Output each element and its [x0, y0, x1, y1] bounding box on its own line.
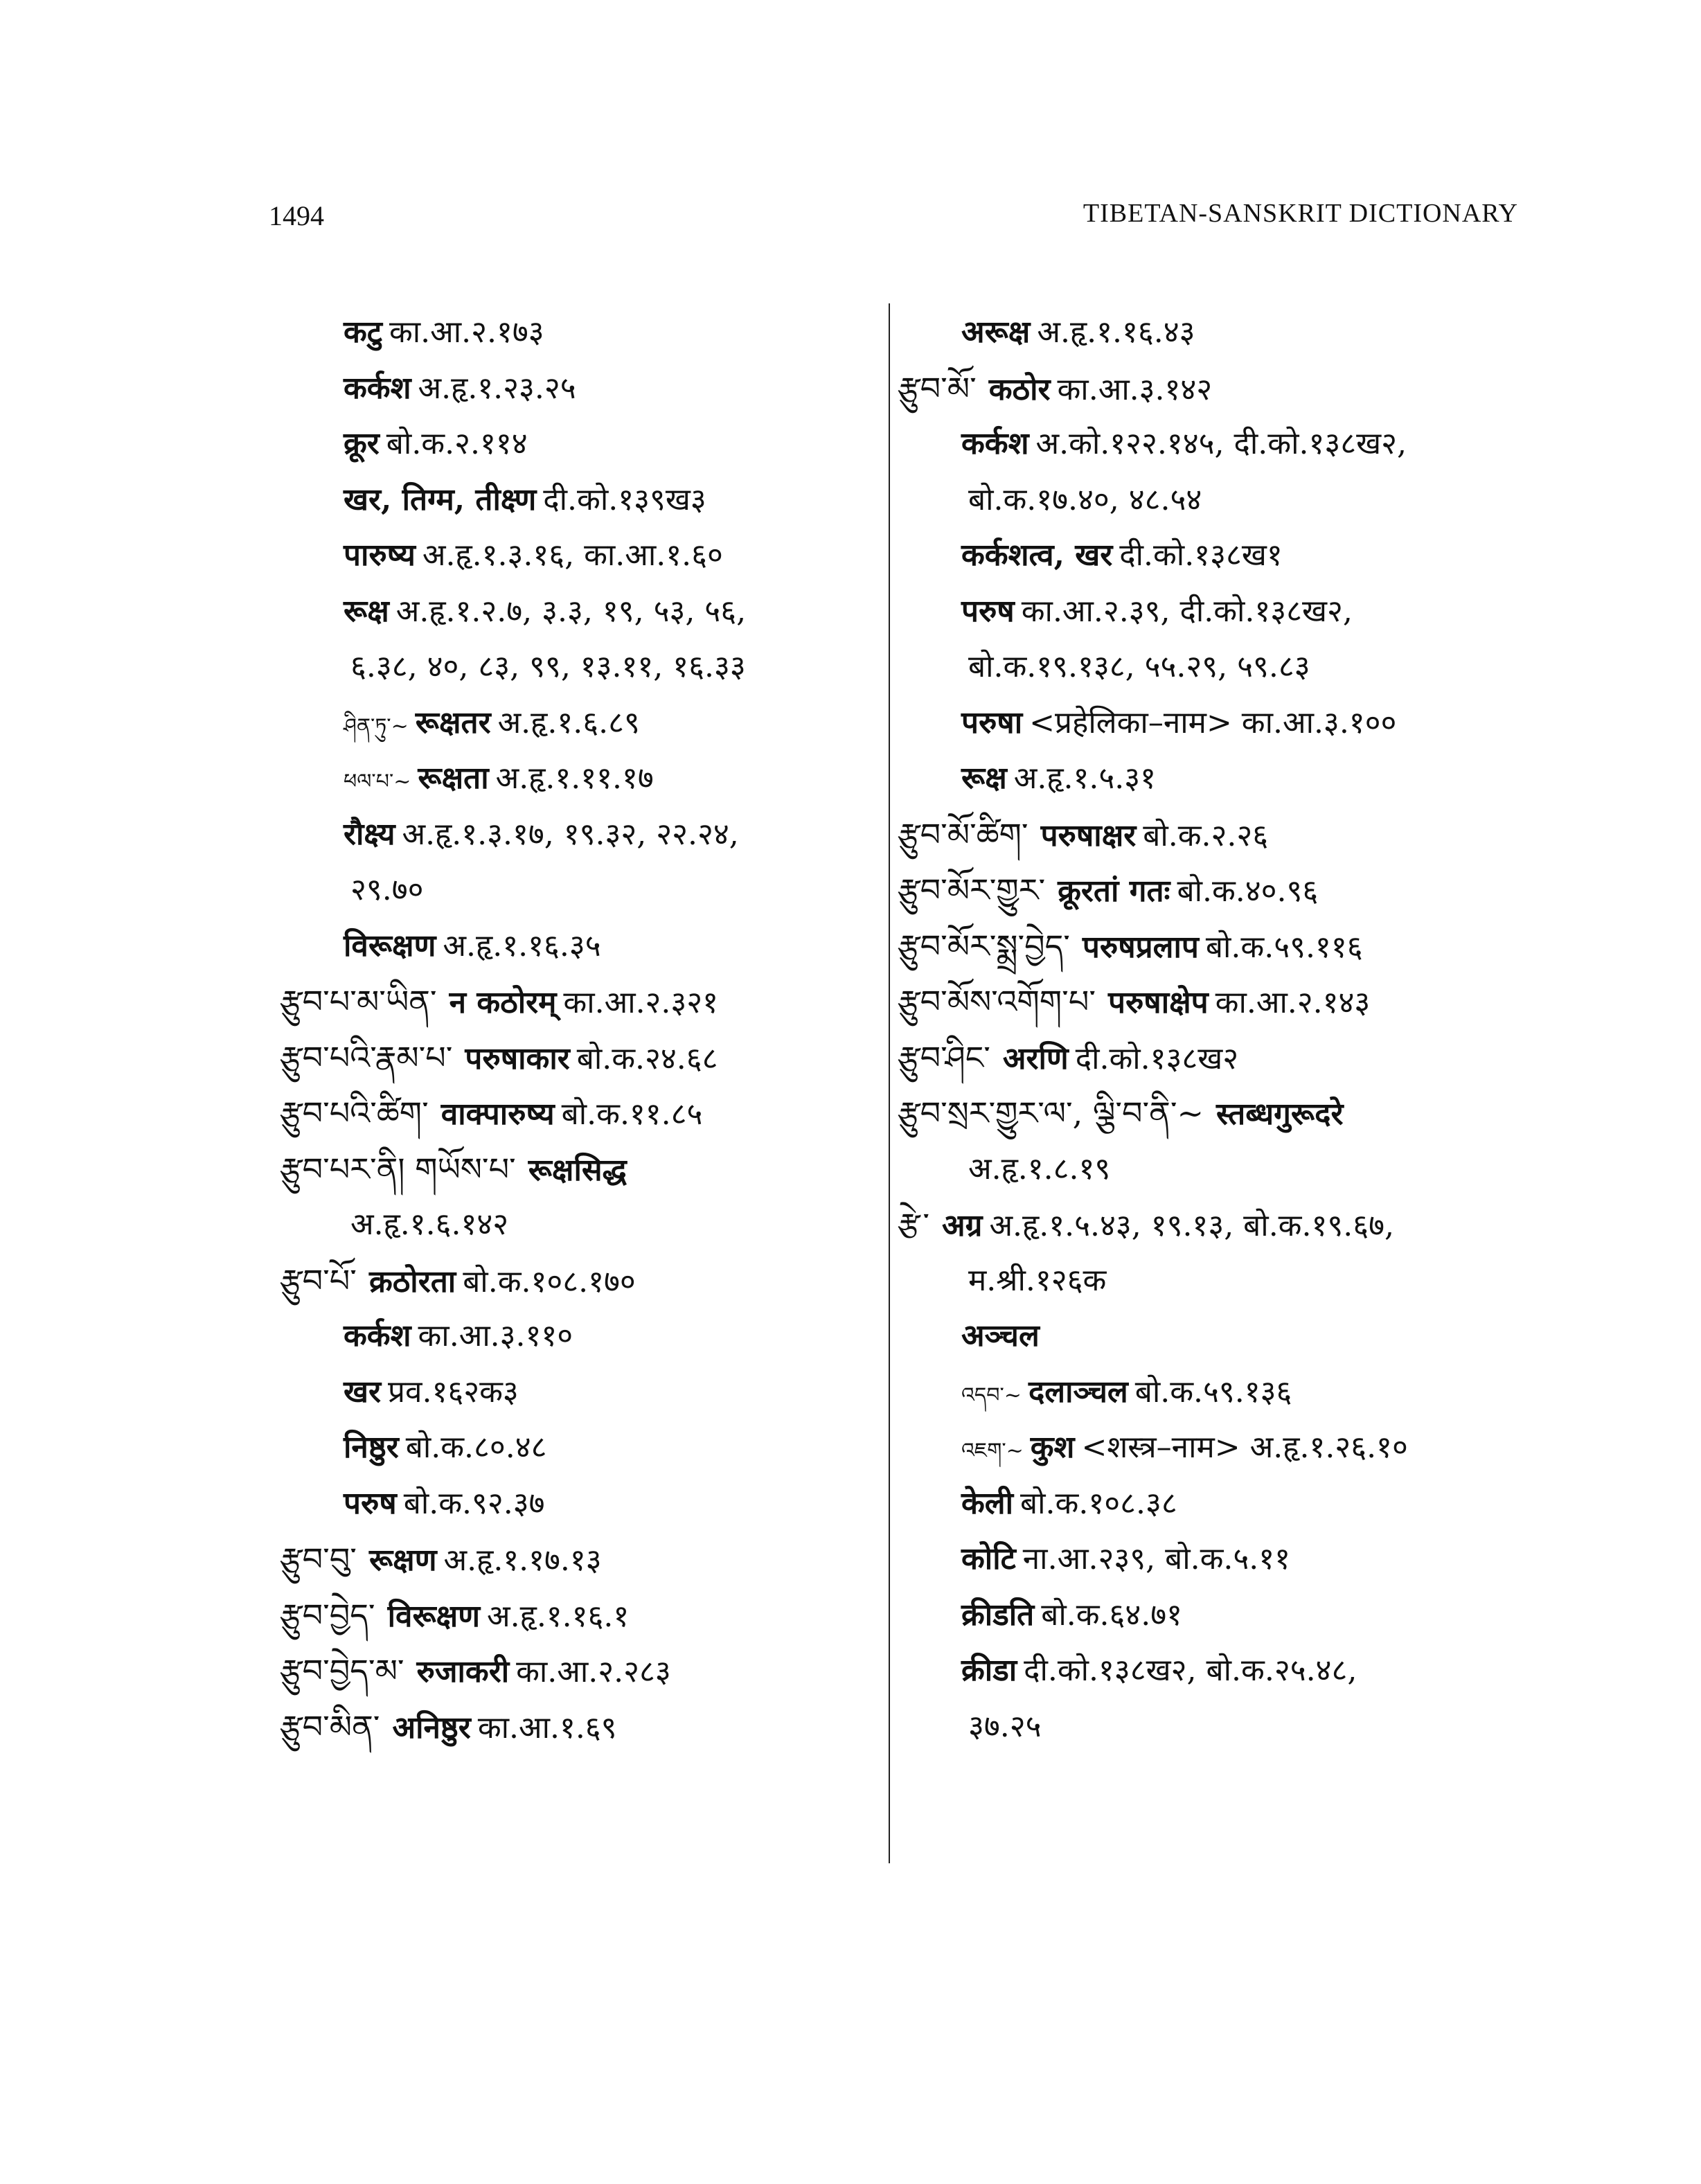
column-divider [889, 303, 890, 1863]
dictionary-entry-line [280, 1532, 875, 1588]
source-reference: का.आ.२.२८३ [516, 1654, 671, 1689]
dictionary-entry-line [280, 639, 875, 695]
source-reference: बो.क.१७.४०, ४८.५४ [968, 481, 1202, 517]
sanskrit-term: वाक्पारुष्य [440, 1097, 555, 1132]
source-reference: अ.हृ.१.१६.३५ [443, 927, 601, 964]
dictionary-entry-line [280, 862, 875, 918]
sanskrit-term: दलाञ्चल [1028, 1374, 1128, 1410]
source-reference: अ.हृ.१.८.१९ [968, 1151, 1111, 1187]
left-column [280, 305, 875, 1755]
dictionary-entry-line [898, 584, 1535, 640]
tibetan-headword: རྩུབ་བུ་ [280, 1541, 357, 1578]
tibetan-headword: འཇག་~ [961, 1439, 1024, 1463]
dictionary-entry-line [898, 1643, 1535, 1699]
dictionary-entry-line [280, 1420, 875, 1476]
tibetan-headword: ཤིན་ཏུ་~ [344, 713, 409, 738]
dictionary-entry-line [280, 1699, 875, 1755]
dictionary-entry-line [280, 584, 875, 640]
source-reference: बो.क.४०.९६ [1177, 873, 1319, 909]
dictionary-entry-line [898, 1085, 1535, 1142]
sanskrit-term: क्रीडति [961, 1597, 1035, 1633]
source-reference: बो.क.२.२६ [1143, 817, 1269, 853]
source-reference: का.आ.२.३२१ [563, 985, 719, 1020]
sanskrit-term: क्रूर [344, 426, 380, 461]
dictionary-entry-line [898, 1699, 1535, 1755]
dictionary-entry-line [280, 1253, 875, 1309]
sanskrit-term: क्रूरतां गतः [1058, 873, 1170, 909]
source-reference: अ.हृ.१.१७.१३ [443, 1543, 602, 1578]
source-reference: अ.हृ.१.२३.२५ [418, 370, 576, 406]
sanskrit-term: कटु [344, 314, 382, 350]
source-reference: अ.हृ.१.१६.४३ [1037, 314, 1195, 350]
source-reference: बो.क.१०८.३८ [1020, 1485, 1177, 1521]
running-head: TIBETAN-SANSKRIT DICTIONARY [1083, 199, 1518, 228]
source-reference: बो.क.१०८.१७० [463, 1263, 636, 1299]
sanskrit-term: निष्ठुर [344, 1430, 399, 1465]
tibetan-headword: རྩུབ་ཤིང་ [898, 1038, 990, 1076]
tibetan-headword: རྩུབ་མིན་ [280, 1707, 380, 1746]
sanskrit-term: पारुष्य [344, 538, 416, 573]
dictionary-entry-line [898, 974, 1535, 1030]
source-reference: दी.को.१३८ख२ [1075, 1040, 1239, 1076]
dictionary-entry-line [898, 528, 1535, 584]
sanskrit-term: परुष [344, 1485, 397, 1521]
tibetan-headword: རྩུབ་པོ་ [280, 1261, 357, 1299]
sanskrit-term: रूक्षतर [415, 704, 491, 740]
sanskrit-term: अनिष्ठुर [392, 1710, 471, 1746]
source-reference: का.आ.३.११० [418, 1318, 573, 1353]
tibetan-headword: རྩུབ་མོ་ [898, 369, 977, 407]
dictionary-entry-line [280, 807, 875, 863]
dictionary-entry-line [898, 639, 1535, 695]
source-reference: अ.को.१२२.१४५, दी.को.१३८ख२, [1035, 426, 1407, 461]
source-reference: का.आ.३.१४२ [1057, 371, 1213, 407]
source-reference: अ.हृ.१.१६.१ [487, 1598, 630, 1634]
dictionary-entry-line [280, 528, 875, 584]
dictionary-entry-line [898, 1197, 1535, 1253]
dictionary-entry-line [898, 416, 1535, 472]
source-reference: बो.क.५९.१३६ [1134, 1374, 1292, 1410]
dictionary-entry-line [898, 1588, 1535, 1644]
sanskrit-term: विरूक्षण [387, 1598, 481, 1634]
source-reference: बो.क.२४.६८ [576, 1040, 718, 1076]
tibetan-headword: རྩུབ་པའི་ཚིག་ [280, 1094, 429, 1132]
sanskrit-term: स्तब्धगुरूदरे [1216, 1097, 1344, 1132]
sanskrit-term: क्रठोरता [368, 1263, 456, 1299]
sanskrit-term: परुषा [961, 704, 1023, 740]
source-reference: का.आ.२.१७३ [389, 314, 544, 350]
source-reference: का.आ.२.३९, दी.को.१३८ख२, [1021, 593, 1353, 629]
source-reference: बो.क.९२.३७ [403, 1485, 545, 1521]
dictionary-entry-line [280, 974, 875, 1030]
page-number: 1494 [269, 200, 324, 231]
sanskrit-term: परुषप्रलाप [1082, 929, 1199, 965]
dictionary-entry-line [898, 305, 1535, 361]
tibetan-headword: རྩུབ་མོས་འགོག་པ་ [898, 983, 1096, 1020]
source-reference: बो.क.११.८५ [561, 1097, 703, 1132]
source-reference: दी.को.१३८ख१ [1119, 538, 1283, 573]
tibetan-headword: འདབ་~ [961, 1383, 1022, 1408]
sanskrit-term: खर [344, 1374, 381, 1410]
sanskrit-term: रूक्षसिद्ध [528, 1152, 627, 1188]
source-reference: ६.३८, ४०, ८३, ९९, १३.११, १६.३३ [350, 649, 746, 684]
dictionary-entry-line [280, 1030, 875, 1086]
sanskrit-term: परुषाक्षर [1040, 817, 1137, 853]
sanskrit-term: कुश [1030, 1430, 1075, 1465]
sanskrit-term: केली [961, 1485, 1014, 1521]
sanskrit-term: रुजाकरी [416, 1654, 510, 1689]
sanskrit-term: कर्कश [344, 1318, 411, 1353]
dictionary-entry-line [898, 1365, 1535, 1421]
sanskrit-term: विरूक्षण [344, 927, 436, 964]
source-reference: अ.हृ.१.११.१७ [495, 761, 654, 796]
dictionary-entry-line [898, 1030, 1535, 1086]
sanskrit-term: रूक्षता [418, 761, 489, 796]
source-reference: बो.क.५९.११६ [1205, 929, 1363, 965]
sanskrit-term: कठोर [988, 371, 1051, 407]
dictionary-entry-line [898, 472, 1535, 529]
sanskrit-term: रूक्षण [368, 1543, 437, 1578]
dictionary-entry-line [280, 751, 875, 807]
sanskrit-term: कर्कश [344, 370, 411, 406]
source-reference: प्रव.१६२क३ [388, 1374, 519, 1410]
tibetan-headword: རྩུབ་མོར་གྱུར་ [898, 871, 1046, 909]
dictionary-entry-line [280, 361, 875, 417]
source-reference: बो.क.६४.७१ [1041, 1597, 1183, 1633]
dictionary-entry-line [898, 807, 1535, 863]
dictionary-entry-line [280, 1142, 875, 1198]
sanskrit-term: क्रीडा [961, 1653, 1017, 1688]
tibetan-headword: རྩུབ་བྱེད་ [280, 1596, 375, 1634]
sanskrit-term: कर्कश [961, 426, 1029, 461]
sanskrit-term: अरूक्ष [961, 314, 1031, 350]
tibetan-headword: རྩུབ་བྱེད་མ་ [280, 1652, 404, 1689]
tibetan-headword: རྩུབ་པར་ནི། གཡོས་པ་ [280, 1150, 516, 1188]
sanskrit-term: परुषाकार [465, 1040, 570, 1076]
sanskrit-term: रूक्ष [961, 761, 1007, 796]
dictionary-entry-line [280, 1197, 875, 1253]
sanskrit-term: रूक्ष [344, 593, 389, 629]
dictionary-entry-line [280, 1308, 875, 1365]
dictionary-entry-line [280, 695, 875, 752]
dictionary-entry-line [280, 1588, 875, 1644]
sanskrit-term: कर्कशत्व, खर [961, 538, 1113, 573]
tibetan-headword: རྩུབ་པའི་རྣམ་པ་ [280, 1038, 453, 1076]
dictionary-entry-line [280, 1085, 875, 1142]
dictionary-entry-line [898, 1420, 1535, 1476]
dictionary-entry-line [280, 1476, 875, 1532]
source-reference: बो.क.८०.४८ [405, 1430, 547, 1465]
source-reference: का.आ.१.६९ [477, 1710, 617, 1746]
tibetan-headword: རྩུབ་མོར་སྨྲ་བྱེད་ [898, 927, 1070, 965]
source-reference: अ.हृ.१.२.७, ३.३, १९, ५३, ५६, [395, 593, 747, 629]
source-reference: <प्रहेलिका–नाम> का.आ.३.१०० [1029, 704, 1397, 740]
dictionary-entry-line [898, 751, 1535, 807]
dictionary-entry-line [280, 416, 875, 472]
dictionary-entry-line [280, 1365, 875, 1421]
source-reference: <शस्त्र–नाम> अ.हृ.१.२६.१० [1081, 1430, 1408, 1465]
dictionary-entry-line [898, 1532, 1535, 1588]
source-reference: दी.को.१३९ख३ [543, 481, 706, 517]
sanskrit-term: न कठोरम् [449, 985, 557, 1020]
tibetan-headword: རྩེ་ [898, 1206, 929, 1243]
source-reference: बो.क.२.११४ [386, 426, 528, 461]
source-reference: अ.हृ.१.५.३१ [1013, 761, 1157, 796]
dictionary-entry-line [898, 695, 1535, 752]
source-reference: अ.हृ.१.६.१४२ [350, 1207, 509, 1242]
dictionary-entry-line [898, 1476, 1535, 1532]
dictionary-entry-line [280, 472, 875, 529]
dictionary-entry-line [280, 305, 875, 361]
tibetan-headword: ཕལ་པ་~ [344, 770, 411, 794]
dictionary-entry-line [280, 918, 875, 975]
tibetan-headword: རྩུབ་སྲར་གྱུར་ལ་, ལྕི་བ་ནི་~ [898, 1094, 1204, 1132]
sanskrit-term: अरणि [1002, 1040, 1069, 1076]
source-reference: अ.हृ.१.३.१७, १९.३२, २२.२४, [402, 816, 739, 852]
sanskrit-term: कोटि [961, 1541, 1016, 1577]
dictionary-entry-line [898, 1142, 1535, 1198]
tibetan-headword: རྩུབ་པ་མ་ཡིན་ [280, 983, 437, 1020]
source-reference: दी.को.१३८ख२, बो.क.२५.४८, [1024, 1653, 1357, 1688]
sanskrit-term: खर, तिग्म, तीक्ष्ण [344, 481, 537, 517]
dictionary-entry-line [898, 1308, 1535, 1365]
dictionary-entry-line [898, 361, 1535, 417]
source-reference: अ.हृ.१.५.४३, १९.१३, बो.क.१९.६७, [989, 1208, 1394, 1243]
sanskrit-term: रौक्ष्य [344, 816, 395, 852]
sanskrit-term: परुषाक्षेप [1107, 985, 1209, 1020]
source-reference: ना.आ.२३९, बो.क.५.११ [1022, 1541, 1291, 1577]
dictionary-entry-line [280, 1643, 875, 1699]
source-reference: अ.हृ.१.६.८९ [497, 704, 640, 740]
right-column [898, 305, 1535, 1755]
source-reference: का.आ.२.१४३ [1215, 985, 1371, 1020]
dictionary-entry-line [898, 862, 1535, 918]
sanskrit-term: अञ्चल [961, 1318, 1040, 1353]
sanskrit-term: अग्र [942, 1208, 983, 1243]
source-reference: ३७.२५ [968, 1708, 1042, 1744]
source-reference: २९.७० [350, 872, 424, 907]
sanskrit-term: परुष [961, 593, 1015, 629]
dictionary-entry-line [898, 918, 1535, 975]
tibetan-headword: རྩུབ་མོ་ཚིག་ [898, 815, 1028, 853]
source-reference: अ.हृ.१.३.१६, का.आ.१.६० [422, 538, 723, 573]
source-reference: म.श्री.१२६क [968, 1262, 1107, 1298]
dictionary-entry-line [898, 1253, 1535, 1309]
source-reference: बो.क.१९.१३८, ५५.२९, ५९.८३ [968, 649, 1310, 684]
